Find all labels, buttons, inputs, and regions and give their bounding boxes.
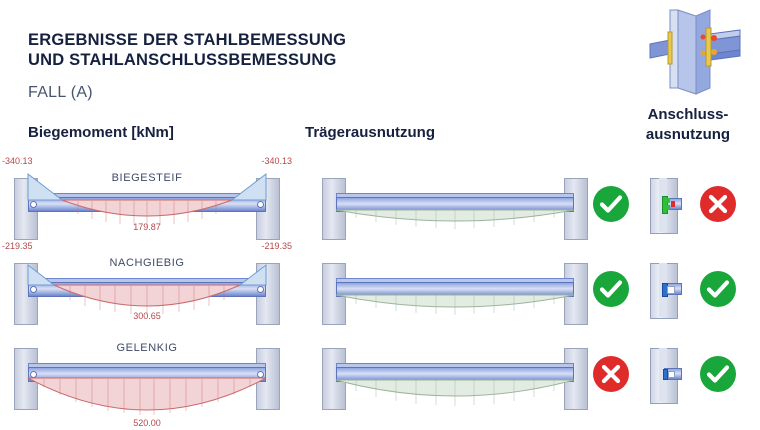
connection-illustration: [650, 10, 742, 94]
joint-node-left: [30, 371, 37, 378]
column-header-connection-line-1: Anschluss-: [647, 106, 729, 123]
column-header-connection-line-2: ausnutzung: [645, 126, 731, 143]
utilization-diagram-semirigid: [322, 245, 588, 317]
beam-status-icon-ok: [593, 186, 629, 222]
moment-diagram-pinned: [14, 330, 280, 428]
moment-label-mid: 520.00: [133, 418, 161, 428]
title-line-1: ERGEBNISSE DER STAHLBEMESSUNG: [28, 31, 347, 49]
connection-mode-label: BIEGESTEIF: [111, 172, 183, 184]
connection-status-icon-ok: [700, 356, 736, 392]
title-line-2: UND STAHLANSCHLUSSBEMESSUNG: [28, 51, 337, 69]
connection-mode-label: GELENKIG: [116, 342, 178, 354]
column-header-utilization: Trägerausnutzung: [305, 124, 436, 141]
moment-label-right: -340.13: [261, 156, 292, 166]
beam-status-icon-ok: [593, 271, 629, 307]
moment-label-left: -340.13: [2, 156, 33, 166]
utilization-diagram-pinned: [322, 330, 588, 402]
connection-mode-label: NACHGIEBIG: [109, 257, 185, 269]
utilization-curve-rigid: [336, 210, 574, 238]
column-header-connection: [630, 105, 746, 145]
moment-diagram-rigid: [2, 156, 292, 232]
connection-status-icon-ok: [700, 271, 736, 307]
utilization-curve-pinned: [336, 380, 574, 414]
moment-label-right: -219.35: [261, 241, 292, 251]
utilization-curve-semirigid: [336, 295, 574, 323]
moment-diagram-semirigid: [2, 241, 292, 321]
moment-label-mid: 179.87: [133, 222, 161, 232]
page-title: [28, 30, 346, 70]
connection-thumbnail-semirigid: [650, 263, 676, 317]
beam-status-icon-bad: [593, 356, 629, 392]
utilization-diagram-rigid: [322, 160, 588, 232]
column-header-moment: Biegemoment [kNm]: [28, 124, 174, 141]
joint-node-right: [257, 371, 264, 378]
connection-status-icon-bad: [700, 186, 736, 222]
connection-thumbnail-pinned: [650, 348, 676, 402]
page-subtitle: FALL (A): [28, 84, 93, 101]
moment-label-mid: 300.65: [133, 311, 161, 321]
moment-label-left: -219.35: [2, 241, 33, 251]
connection-thumbnail-rigid: [650, 178, 676, 232]
